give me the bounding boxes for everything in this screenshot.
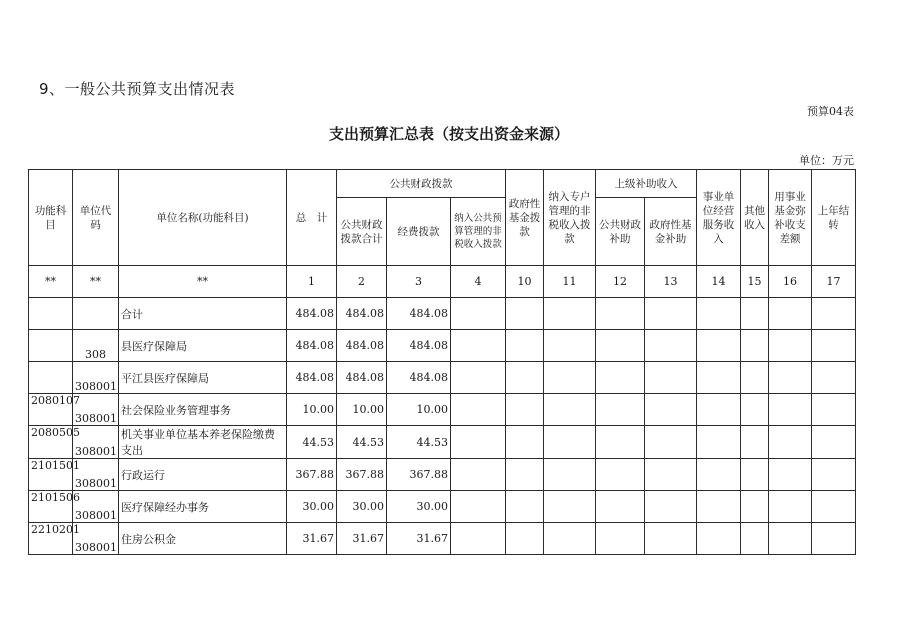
empty-cell: [544, 394, 596, 426]
empty-cell: [544, 523, 596, 555]
table-title: 支出预算汇总表（按支出资金来源）: [328, 125, 569, 143]
empty-cell: [645, 298, 697, 330]
table-row: [29, 330, 856, 362]
empty-cell: [812, 459, 856, 491]
empty-cell: [741, 298, 769, 330]
unit-name-cell: 住房公积金: [119, 523, 287, 555]
empty-cell: [769, 298, 812, 330]
index-cell: 16: [769, 266, 812, 298]
header-unit-name: 单位名称(功能科目): [119, 170, 287, 266]
empty-cell: [596, 459, 645, 491]
pf-total-cell: 30.00: [337, 491, 387, 523]
empty-cell: [741, 394, 769, 426]
empty-cell: [769, 362, 812, 394]
index-cell: 13: [645, 266, 697, 298]
unit-name-cell: 合计: [119, 298, 287, 330]
index-cell: **: [119, 266, 287, 298]
table-row: [29, 362, 856, 394]
empty-cell: [506, 426, 544, 459]
header-prior-balance: 上年结转: [812, 170, 856, 266]
empty-cell: [812, 362, 856, 394]
budget-table: [28, 169, 856, 555]
empty-cell: [769, 491, 812, 523]
unit-code-cell: 308001: [73, 362, 119, 394]
pf-funds-cell: 31.67: [387, 523, 451, 555]
unit-code-cell: [73, 298, 119, 330]
empty-cell: [697, 330, 741, 362]
pf-total-cell: 484.08: [337, 330, 387, 362]
empty-cell: [697, 394, 741, 426]
func-code-cell: [29, 362, 73, 394]
empty-cell: [596, 426, 645, 459]
empty-cell: [596, 330, 645, 362]
empty-cell: [451, 330, 506, 362]
header-superior-subsidy: 上级补助收入: [596, 170, 697, 198]
empty-cell: [544, 491, 596, 523]
unit-code-cell: 308001: [73, 491, 119, 523]
empty-cell: [741, 330, 769, 362]
unit-code-cell: 308001: [73, 459, 119, 491]
empty-cell: [451, 426, 506, 459]
empty-cell: [596, 491, 645, 523]
pf-funds-cell: 484.08: [387, 298, 451, 330]
empty-cell: [645, 330, 697, 362]
empty-cell: [544, 426, 596, 459]
empty-cell: [506, 491, 544, 523]
pf-total-cell: 484.08: [337, 298, 387, 330]
empty-cell: [812, 491, 856, 523]
total-cell: 367.88: [287, 459, 337, 491]
table-row: [29, 426, 856, 459]
index-cell: 15: [741, 266, 769, 298]
index-cell: **: [29, 266, 73, 298]
index-cell: 4: [451, 266, 506, 298]
empty-cell: [451, 459, 506, 491]
func-code-cell: 2210201: [29, 523, 73, 555]
index-cell: 10: [506, 266, 544, 298]
unit-code-cell: 308001: [73, 426, 119, 459]
empty-cell: [769, 426, 812, 459]
empty-cell: [741, 491, 769, 523]
form-code: 预算04表: [807, 105, 854, 118]
empty-cell: [451, 362, 506, 394]
empty-cell: [645, 426, 697, 459]
empty-cell: [645, 394, 697, 426]
empty-cell: [741, 459, 769, 491]
header-pf-nontax: 纳入公共预算管理的非税收入拨款: [451, 198, 506, 266]
empty-cell: [544, 330, 596, 362]
index-cell: 11: [544, 266, 596, 298]
unit-name-cell: 医疗保障经办事务: [119, 491, 287, 523]
empty-cell: [451, 298, 506, 330]
empty-cell: [544, 298, 596, 330]
empty-cell: [741, 523, 769, 555]
total-cell: 484.08: [287, 298, 337, 330]
total-cell: 10.00: [287, 394, 337, 426]
header-fund-offset: 用事业基金弥补收支差额: [769, 170, 812, 266]
header-gov-fund: 政府性基金拨款: [506, 170, 544, 266]
empty-cell: [506, 330, 544, 362]
empty-cell: [812, 426, 856, 459]
unit-code-cell: 308001: [73, 394, 119, 426]
empty-cell: [506, 523, 544, 555]
empty-cell: [596, 394, 645, 426]
index-cell: **: [73, 266, 119, 298]
empty-cell: [645, 523, 697, 555]
empty-cell: [812, 330, 856, 362]
pf-total-cell: 484.08: [337, 362, 387, 394]
table-row: [29, 394, 856, 426]
empty-cell: [544, 459, 596, 491]
pf-funds-cell: 30.00: [387, 491, 451, 523]
empty-cell: [812, 394, 856, 426]
total-cell: 484.08: [287, 362, 337, 394]
func-code-cell: [29, 298, 73, 330]
pf-total-cell: 44.53: [337, 426, 387, 459]
header-public-finance: 公共财政拨款: [337, 170, 506, 198]
pf-funds-cell: 367.88: [387, 459, 451, 491]
empty-cell: [812, 523, 856, 555]
header-sup-gov-fund: 政府性基金补助: [645, 198, 697, 266]
unit-name-cell: 社会保险业务管理事务: [119, 394, 287, 426]
header-sup-public: 公共财政补助: [596, 198, 645, 266]
header-special-nontax: 纳入专户管理的非税收入拨款: [544, 170, 596, 266]
pf-total-cell: 367.88: [337, 459, 387, 491]
total-cell: 31.67: [287, 523, 337, 555]
empty-cell: [506, 459, 544, 491]
pf-funds-cell: 44.53: [387, 426, 451, 459]
empty-cell: [697, 523, 741, 555]
unit-name-cell: 机关事业单位基本养老保险缴费支出: [119, 426, 287, 459]
func-code-cell: 2101501: [29, 459, 73, 491]
pf-total-cell: 10.00: [337, 394, 387, 426]
index-cell: 12: [596, 266, 645, 298]
empty-cell: [544, 362, 596, 394]
empty-cell: [645, 459, 697, 491]
unit-name-cell: 行政运行: [119, 459, 287, 491]
total-cell: 44.53: [287, 426, 337, 459]
table-row: [29, 459, 856, 491]
pf-total-cell: 31.67: [337, 523, 387, 555]
empty-cell: [645, 491, 697, 523]
header-pf-funds: 经费拨款: [387, 198, 451, 266]
table-row: [29, 523, 856, 555]
pf-funds-cell: 484.08: [387, 330, 451, 362]
empty-cell: [697, 491, 741, 523]
pf-funds-cell: 10.00: [387, 394, 451, 426]
empty-cell: [769, 523, 812, 555]
empty-cell: [697, 298, 741, 330]
header-unit-code: 单位代码: [73, 170, 119, 266]
empty-cell: [697, 459, 741, 491]
empty-cell: [769, 330, 812, 362]
empty-cell: [451, 394, 506, 426]
unit-code-cell: 308: [73, 330, 119, 362]
pf-funds-cell: 484.08: [387, 362, 451, 394]
func-code-cell: 2080107: [29, 394, 73, 426]
empty-cell: [451, 523, 506, 555]
func-code-cell: 2101506: [29, 491, 73, 523]
empty-cell: [506, 394, 544, 426]
empty-cell: [596, 298, 645, 330]
unit-name-cell: 平江县医疗保障局: [119, 362, 287, 394]
unit-label: 单位：万元: [799, 154, 854, 167]
empty-cell: [769, 459, 812, 491]
index-cell: 3: [387, 266, 451, 298]
empty-cell: [451, 491, 506, 523]
header-other-income: 其他收入: [741, 170, 769, 266]
empty-cell: [506, 298, 544, 330]
empty-cell: [596, 523, 645, 555]
empty-cell: [697, 362, 741, 394]
header-total: 总 计: [287, 170, 337, 266]
total-cell: 30.00: [287, 491, 337, 523]
unit-name-cell: 县医疗保障局: [119, 330, 287, 362]
empty-cell: [697, 426, 741, 459]
index-cell: 14: [697, 266, 741, 298]
func-code-cell: 2080505: [29, 426, 73, 459]
index-cell: 17: [812, 266, 856, 298]
total-cell: 484.08: [287, 330, 337, 362]
header-func-code: 功能科目: [29, 170, 73, 266]
empty-cell: [769, 394, 812, 426]
empty-cell: [741, 362, 769, 394]
empty-cell: [812, 298, 856, 330]
index-cell: 2: [337, 266, 387, 298]
page-heading: 9、一般公共预算支出情况表: [39, 80, 236, 98]
table-row: [29, 491, 856, 523]
empty-cell: [596, 362, 645, 394]
empty-cell: [645, 362, 697, 394]
empty-cell: [506, 362, 544, 394]
index-row: [29, 266, 856, 298]
unit-code-cell: 308001: [73, 523, 119, 555]
table-row: [29, 298, 856, 330]
header-business-income: 事业单位经营服务收入: [697, 170, 741, 266]
empty-cell: [741, 426, 769, 459]
header-pf-total: 公共财政拨款合计: [337, 198, 387, 266]
index-cell: 1: [287, 266, 337, 298]
func-code-cell: [29, 330, 73, 362]
